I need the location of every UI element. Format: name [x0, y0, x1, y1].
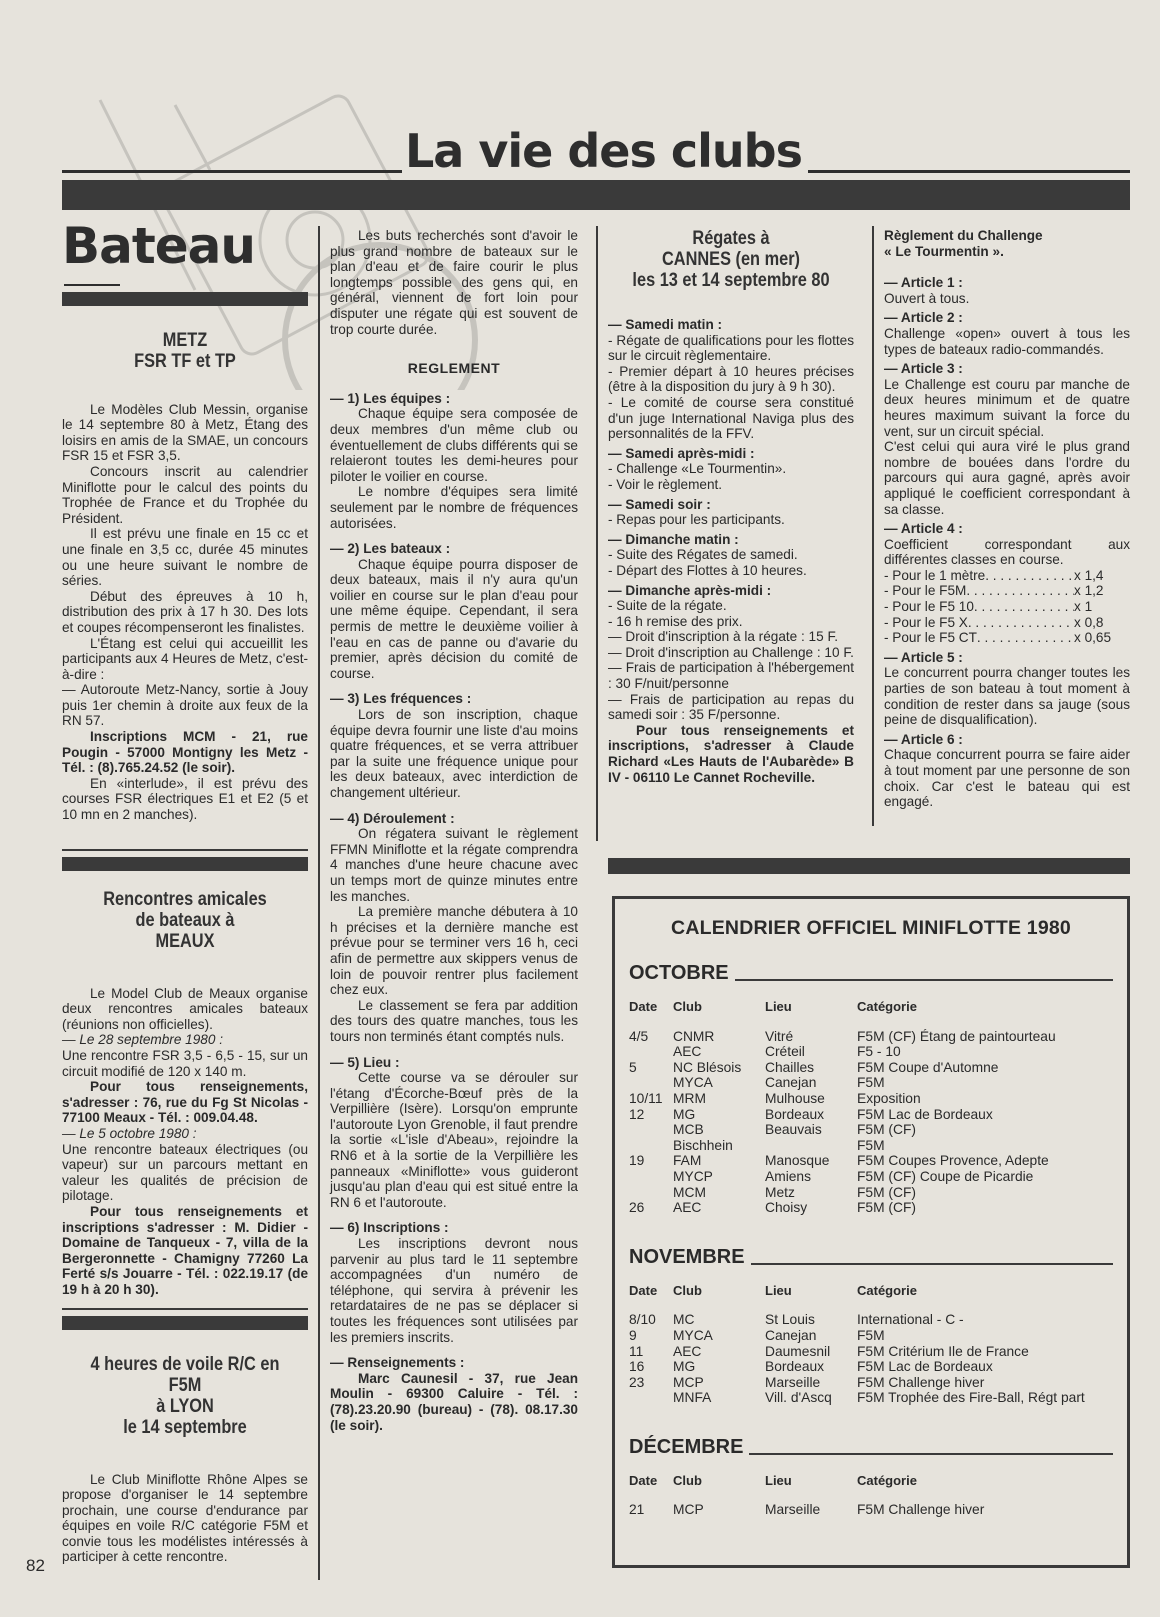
calendar-months	[629, 962, 1113, 1518]
calendar-cell: MYCP	[673, 1168, 713, 1184]
metz-headline	[79, 330, 291, 372]
meaux-intro: Le Model Club de Meaux organise deux rencontres amicales bateaux (réunions non officielles).	[62, 985, 308, 1032]
coefficient-value: x 1	[1074, 599, 1093, 615]
calendar-cell: F5M	[857, 1327, 885, 1343]
coefficient-row	[884, 568, 1130, 584]
cannes-contact: Pour tous renseignements et inscriptions, s'adresser à Claude Richard «Les Hauts de l'Aubarède» B IV - 06110 Le Cannet Rocheville.	[608, 722, 854, 785]
meaux-headline-line-3: MEAUX	[155, 930, 215, 952]
metz-paragraph: L'Étang est celui qui accueillit les participants aux 4 Heures de Metz, c'est-à-dire :	[62, 635, 308, 682]
cannes-headline-line-1: Régates à	[692, 228, 770, 249]
calendar-cell: 23	[629, 1374, 645, 1390]
calendar-cell: Daumesnil	[765, 1343, 831, 1359]
schedule-title: — Samedi matin :	[608, 317, 854, 333]
article-title: — Article 3 :	[884, 361, 1130, 377]
calendar-row	[629, 1344, 1113, 1360]
calendar-cell: MCP	[673, 1374, 704, 1390]
calendar-cell: F5M (CF)	[857, 1200, 917, 1216]
calendar-box	[612, 896, 1130, 1568]
coefficient-leader	[966, 583, 1074, 599]
calendar-cell: F5M Trophée des Fire-Ball, Régt part	[857, 1390, 1085, 1406]
cannes-headline-line-3: les 13 et 14 septembre 80	[632, 270, 830, 291]
calendar-cell: 12	[629, 1106, 645, 1122]
calendar-cell: NC Blésois	[673, 1059, 742, 1075]
calendar-month-heading	[629, 1246, 1113, 1269]
coefficient-label: - Pour le F5 X	[884, 614, 968, 630]
meaux-date-1: — Le 28 septembre 1980 :	[62, 1032, 308, 1048]
bateau-bar	[62, 292, 308, 306]
reglement-item-paragraph: Les inscriptions devront nous parvenir au plus tard le 11 septembre accompagnées d'un numéro de téléphone, qui servira à prévenir les retardataires de ne pas se déplacer si toutes les fréquences sont utilisées par les premiers inscrits.	[330, 1236, 578, 1345]
calendar-top-bar	[608, 858, 1130, 874]
calendar-row	[629, 1122, 1113, 1138]
column-divider	[596, 226, 598, 841]
calendar-cell: AEC	[673, 1044, 702, 1060]
calendar-title: CALENDRIER OFFICIEL MINIFLOTTE 1980	[671, 917, 1071, 939]
calendar-row	[629, 1107, 1113, 1123]
reglement-item-paragraph: On régatera suivant le règlement FFMN Miniflotte et la régate comprendra 4 manches d'une heure chacune avec un temps mort de quinze minutes entre les manches.	[330, 826, 578, 904]
coefficient-row	[884, 583, 1130, 599]
metz-paragraph: Début des épreuves à 10 h, distribution des prix à 17 h 30. Des lots et coupes récompenseront les finalistes.	[62, 588, 308, 635]
metz-inscriptions: Inscriptions MCM - 21, rue Pougin - 57000 Montigny les Metz - Tél. : (8).765.24.52 (le soir).	[62, 729, 308, 776]
calendar-row	[629, 1502, 1113, 1518]
calendar-cell: Mulhouse	[765, 1090, 825, 1106]
calendar-column-header: Date	[629, 999, 658, 1014]
calendar-cell: Chailles	[765, 1059, 815, 1075]
calendar-cell: Marseille	[765, 1374, 821, 1390]
article-title: — Article 5 :	[884, 650, 1130, 666]
cannes-headline	[625, 228, 837, 291]
coefficient-value: x 1,2	[1074, 583, 1104, 599]
calendar-cell: MCP	[673, 1502, 704, 1518]
calendar-column-header: Club	[673, 1282, 702, 1298]
calendar-header-row	[629, 1283, 1113, 1299]
reglement-item-paragraph: Le classement se fera par addition des tours des quatre manches, tous les tours non terminés étant comptés nuls.	[330, 997, 578, 1044]
calendar-cell: AEC	[673, 1200, 702, 1216]
spacer	[330, 801, 578, 807]
calendar-column-header: Club	[673, 999, 702, 1014]
calendar-row	[629, 1328, 1113, 1344]
calendar-cell: MCB	[673, 1122, 704, 1138]
schedule-title: — Samedi après-midi :	[608, 446, 854, 462]
calendar-cell: F5M Lac de Bordeaux	[857, 1106, 993, 1122]
calendar-cell: MYCA	[673, 1075, 713, 1091]
schedule-line: - Le comité de course sera constitué d'un juge International Naviga plus des personnalités de la FFV.	[608, 394, 854, 442]
calendar-column-header: Lieu	[765, 999, 792, 1014]
calendar-column-header: Date	[629, 1472, 658, 1488]
calendar-cell: Choisy	[765, 1200, 808, 1216]
calendar-column-header: Club	[673, 1472, 702, 1488]
article-text: Le concurrent pourra changer toutes les parties de son bateau à tout moment à condition de rester dans sa jauge (sous peine de disqualification).	[884, 665, 1130, 728]
spacer	[330, 1210, 578, 1216]
calendar-column-header: Date	[629, 1282, 658, 1298]
coefficient-label: - Pour le F5 10	[884, 599, 974, 615]
metz-paragraph: Concours inscrit au calendrier Miniflotte pour le calcul des points du Trophée de France et du Trophée du Président.	[62, 463, 308, 526]
calendar-row	[629, 1060, 1113, 1076]
renseignements-title: — Renseignements :	[330, 1355, 578, 1371]
calendar-month-section	[629, 1246, 1113, 1406]
calendar-cell: MG	[673, 1106, 696, 1122]
reglement-title: REGLEMENT	[407, 360, 501, 377]
page-number: 82	[26, 1556, 45, 1575]
calendar-month-name: OCTOBRE	[629, 962, 729, 984]
challenge-articles	[884, 275, 1130, 810]
meaux-bar	[62, 857, 308, 871]
meaux-contact-2: Pour tous renseignements et inscriptions s'adresser : M. Didier - Domaine de Tanqueux - 7, villa de la Bergeronnette - Chamigny 77260 La Ferté s/s Jouarre - Tél. : 022.19.17 (de 19 h à 20 h 30).	[62, 1203, 308, 1297]
bateau-title-rule	[64, 284, 120, 286]
column-divider	[318, 226, 320, 1580]
calendar-month-rule	[751, 1263, 1113, 1265]
lyon-bar	[62, 1316, 308, 1330]
meaux-headline-line-2: de bateaux à	[135, 909, 235, 931]
column-1	[62, 218, 308, 1565]
schedule-line: - Repas pour les participants.	[608, 512, 785, 528]
article-text: Coefficient correspondant aux différentes classes en course.	[884, 536, 1130, 568]
challenge-title-line-2: « Le Tourmentin ».	[884, 243, 1004, 259]
article-title: — Article 1 :	[884, 275, 1130, 291]
calendar-row	[629, 1091, 1113, 1107]
calendar-cell: Manosque	[765, 1153, 830, 1169]
calendar-row	[629, 1390, 1113, 1406]
coefficient-leader	[977, 630, 1074, 646]
meaux-headline-line-1: Rencontres amicales	[103, 888, 267, 910]
calendar-cell: F5M Coupe d'Automne	[857, 1059, 999, 1075]
calendar-row	[629, 1138, 1113, 1154]
reglement-item-title: — 1) Les équipes :	[330, 391, 578, 407]
cannes-fee: — Droit d'inscription à la régate : 15 F.	[608, 629, 854, 645]
calendar-cell	[629, 1390, 673, 1406]
coefficient-row	[884, 615, 1130, 631]
coefficient-value: x 0,8	[1074, 614, 1104, 630]
calendar-header-row	[629, 999, 1113, 1015]
challenge-title-line-1: Règlement du Challenge	[884, 228, 1043, 243]
article-title: — Article 2 :	[884, 310, 1130, 326]
calendar-header-row	[629, 1473, 1113, 1489]
schedule-line: - Suite des Régates de samedi.	[608, 547, 798, 563]
calendar-cell: International - C -	[857, 1312, 964, 1328]
calendar-cell: MNFA	[673, 1390, 712, 1406]
meaux-headline	[79, 889, 291, 952]
article-text: Le Challenge est couru par manche de deux heures minimum et de quatre heures maximum suivant la force du vent, sur un circuit spécial.	[884, 376, 1130, 439]
cannes-fee: — Droit d'inscription au Challenge : 10 F.	[608, 645, 854, 661]
column-2	[330, 228, 578, 1433]
schedule-line: - Voir le règlement.	[608, 476, 723, 492]
calendar-cell	[765, 1138, 857, 1154]
cannes-schedule	[608, 317, 854, 629]
schedule-line: - 16 h remise des prix.	[608, 613, 743, 629]
calendar-cell	[629, 1122, 673, 1138]
meaux-event-2: Une rencontre bateaux électriques (ou vapeur) sur un parcours mettant en valeur les qualités de précision de pilotage.	[62, 1141, 308, 1204]
reglement-item-paragraph: Le nombre d'équipes sera limité seulement par le nombre de fréquences autorisées.	[330, 484, 578, 531]
calendar-row	[629, 1375, 1113, 1391]
challenge-title	[884, 228, 1130, 259]
calendar-cell: FAM	[673, 1153, 702, 1169]
calendar-column-header: Catégorie	[857, 999, 917, 1014]
spacer	[330, 1045, 578, 1051]
article-title: — Article 6 :	[884, 732, 1130, 748]
calendar-column-header: Catégorie	[857, 1472, 917, 1488]
calendar-cell: F5M Challenge hiver	[857, 1502, 985, 1518]
column-4	[884, 228, 1130, 810]
lyon-headline-line-1: 4 heures de voile R/C en F5M	[90, 1353, 280, 1396]
calendar-cell: Créteil	[765, 1044, 805, 1060]
page-title: La vie des clubs	[405, 124, 802, 178]
calendar-cell: 16	[629, 1359, 645, 1375]
column-divider	[872, 226, 874, 826]
reglement-item-paragraph: Lors de son inscription, chaque équipe devra fournir une liste d'au moins quatre fréquences, et se verra attribuer par la suite une fréquence unique pour les deux bateaux, avec interdiction de changement ultérieur.	[330, 707, 578, 800]
calendar-row	[629, 1359, 1113, 1375]
meaux-date-2: — Le 5 octobre 1980 :	[62, 1126, 308, 1142]
coefficient-leader	[985, 568, 1074, 584]
lyon-goals: Les buts recherchés sont d'avoir le plus grand nombre de bateaux sur le plan d'eau et de faire courir le plus longtemps possible des gens qui, en général, viennent de fort loin pour disputer une régate qui est souvent de trop courte durée.	[330, 228, 578, 337]
header-rule-right	[808, 170, 1130, 173]
calendar-cell: MCM	[673, 1184, 706, 1200]
calendar-row	[629, 1185, 1113, 1201]
schedule-line: - Suite de la régate.	[608, 598, 727, 614]
lyon-intro: Le Club Miniflotte Rhône Alpes se propose d'organiser le 14 septembre prochain, une course d'endurance par équipes en voile R/C catégorie F5M et convie tous les modélistes intéressés à participer à cette rencontre.	[62, 1471, 308, 1565]
article-title: — Article 4 :	[884, 521, 1130, 537]
cannes-fee: — Frais de participation à l'hébergement : 30 F/nuit/personne	[608, 660, 854, 691]
metz-interlude: En «interlude», il est prévu des courses FSR électriques E1 et E2 (5 et 10 mn en 2 manches).	[62, 775, 308, 823]
calendar-month-name: NOVEMBRE	[629, 1245, 745, 1268]
calendar-cell: Canejan	[765, 1327, 817, 1343]
calendar-cell: AEC	[673, 1343, 702, 1359]
calendar-cell: Bischhein	[673, 1137, 733, 1153]
reglement-item-paragraph: Chaque équipe sera composée de deux membres d'un même club ou éventuellement de clubs différents qui se relaieront toutes les demi-heures pour piloter le voilier en course.	[330, 406, 578, 484]
schedule-title: — Samedi soir :	[608, 497, 854, 513]
reglement-item-paragraph: Cette course va se dérouler sur l'étang d'Écorche-Bœuf près de la Verpillière (Isère). Lorsqu'on emprunte l'autoroute Lyon Grenoble, il faut prendre la sortie «L'isle d'Abeau», rejoindre la RN6 et à la sortie de la Verpillière les panneaux «Miniflotte» vous guideront jusqu'au plan d'eau qui est situé entre la RN 6 et l'autoroute.	[330, 1070, 578, 1210]
schedule-title: — Dimanche après-midi :	[608, 583, 854, 599]
cannes-fee: — Frais de participation au repas du samedi soir : 35 F/personne.	[608, 692, 854, 723]
reglement-item-title: — 5) Lieu :	[330, 1055, 578, 1071]
coefficient-label: - Pour le F5 CT	[884, 630, 977, 646]
lyon-headline	[79, 1354, 291, 1438]
schedule-line: - Départ des Flottes à 10 heures.	[608, 562, 807, 578]
calendar-cell: MG	[673, 1359, 696, 1375]
coefficient-label: - Pour le F5M	[884, 583, 967, 599]
coefficient-label: - Pour le 1 mètre	[884, 567, 986, 583]
calendar-cell: 11	[629, 1343, 644, 1359]
calendar-cell: Marseille	[765, 1502, 821, 1518]
calendar-cell: Exposition	[857, 1090, 921, 1106]
calendar-cell: F5M	[857, 1075, 885, 1091]
calendar-month-section	[629, 1436, 1113, 1518]
calendar-cell: Bordeaux	[765, 1359, 825, 1375]
coefficient-value: x 1,4	[1074, 567, 1104, 583]
calendar-cell: 8/10	[629, 1312, 656, 1328]
calendar-cell: F5M (CF) Étang de paintourteau	[857, 1028, 1056, 1044]
spacer	[330, 531, 578, 537]
calendar-row	[629, 1044, 1113, 1060]
calendar-cell: Vill. d'Ascq	[765, 1390, 832, 1406]
calendar-cell: Bordeaux	[765, 1106, 825, 1122]
spacer	[330, 681, 578, 687]
calendar-cell: F5M (CF)	[857, 1184, 917, 1200]
calendar-cell: 21	[629, 1502, 645, 1518]
calendar-cell: Amiens	[765, 1168, 812, 1184]
reglement-item-paragraph: Chaque équipe pourra disposer de deux bateaux, mais il n'y aura qu'un voilier en course sur le plan d'eau pour une même équipe. Cependant, il sera permis de mettre le deuxième voilier à l'eau en cas de panne ou d'avarie du premier, après décision du comité de course.	[330, 556, 578, 681]
lyon-headline-line-3: le 14 septembre	[123, 1416, 247, 1438]
spacer	[330, 1345, 578, 1351]
calendar-cell: 10/11	[629, 1090, 663, 1106]
reglement-item-title: — 3) Les fréquences :	[330, 691, 578, 707]
calendar-cell: Metz	[765, 1184, 795, 1200]
calendar-row	[629, 1029, 1113, 1045]
coefficient-leader	[974, 599, 1074, 615]
calendar-cell	[629, 1075, 673, 1091]
article-text: C'est celui qui aura viré le plus grand nombre de bouées dans l'ordre du parcours qui aura gagné, après avoir appliqué le coefficient correspondant à sa classe.	[884, 439, 1130, 517]
calendar-cell	[629, 1169, 673, 1185]
calendar-month-heading	[629, 962, 1113, 985]
metz-headline-line-1: METZ	[162, 329, 208, 351]
calendar-cell: F5M Coupes Provence, Adepte	[857, 1153, 1049, 1169]
renseignements-text: Marc Caunesil - 37, rue Jean Moulin - 69300 Caluire - Tél. : (78).23.20.90 (bureau) - (78). 08.17.30 (le soir).	[330, 1370, 578, 1433]
calendar-month-section	[629, 962, 1113, 1216]
calendar-cell: CNMR	[673, 1028, 715, 1044]
calendar-row	[629, 1169, 1113, 1185]
section-title-bateau: Bateau	[62, 217, 255, 275]
calendar-cell: St Louis	[765, 1312, 815, 1328]
reglement-item-title: — 4) Déroulement :	[330, 811, 578, 827]
metz-paragraph: Il est prévu une finale en 15 cc et une finale en 3,5 cc, durée 45 minutes ou une heure suivant le nombre de séries.	[62, 526, 308, 589]
calendar-row	[629, 1075, 1113, 1091]
calendar-cell: Vitré	[765, 1028, 794, 1044]
calendar-cell: 4/5	[629, 1028, 649, 1044]
schedule-line: - Régate de qualifications pour les flottes sur le circuit règlementaire.	[608, 332, 854, 364]
header-bar	[62, 180, 1130, 210]
calendar-row	[629, 1312, 1113, 1328]
calendar-cell: F5M Challenge hiver	[857, 1374, 985, 1390]
calendar-cell: F5M Lac de Bordeaux	[857, 1359, 993, 1375]
calendar-cell: MC	[673, 1312, 695, 1328]
calendar-cell: 5	[629, 1059, 637, 1075]
column-3	[608, 228, 854, 785]
calendar-cell: F5M (CF) Coupe de Picardie	[857, 1168, 1034, 1184]
calendar-cell	[629, 1044, 673, 1060]
calendar-cell: MYCA	[673, 1327, 713, 1343]
calendar-month-rule	[749, 1453, 1113, 1455]
calendar-row	[629, 1153, 1113, 1169]
coefficient-row	[884, 599, 1130, 615]
metz-paragraph: Le Modèles Club Messin, organise le 14 septembre 80 à Metz, Étang des loisirs en amis de la SMAE, un concours FSR 15 et FSR 3,5.	[62, 401, 308, 464]
calendar-cell: 26	[629, 1200, 645, 1216]
coefficient-leader	[968, 615, 1074, 631]
calendar-month-rule	[735, 979, 1113, 981]
coefficient-row	[884, 630, 1130, 646]
coefficient-value: x 0,65	[1074, 630, 1112, 646]
calendar-cell: F5M Critérium Ile de France	[857, 1343, 1029, 1359]
schedule-line: - Challenge «Le Tourmentin».	[608, 461, 787, 477]
metz-directions: — Autoroute Metz-Nancy, sortie à Jouy puis 1er chemin à droite aux feux de la RN 57.	[62, 682, 308, 729]
calendar-cell	[629, 1185, 673, 1201]
article-text: Challenge «open» ouvert à tous les types de bateaux radio-commandés.	[884, 325, 1130, 357]
calendar-cell	[629, 1138, 673, 1154]
reglement-item-paragraph: La première manche débutera à 10 h précises et la dernière manche est prévue pour se terminer vers 16 h, ceci afin de permettre aux skippers venus de loin de pouvoir rentrer plus facilement chez eux.	[330, 904, 578, 998]
article-text: Ouvert à tous.	[884, 290, 970, 306]
reglement-item-title: — 6) Inscriptions :	[330, 1220, 578, 1236]
calendar-month-name: DÉCEMBRE	[629, 1435, 744, 1458]
metz-headline-line-2: FSR TF et TP	[134, 350, 236, 372]
meaux-rule	[62, 849, 308, 851]
calendar-cell: MRM	[673, 1090, 706, 1106]
calendar-column-header: Catégorie	[857, 1282, 917, 1298]
cannes-headline-line-2: CANNES (en mer)	[661, 249, 801, 270]
meaux-contact-1: Pour tous renseignements, s'adresser : 76, rue du Fg St Nicolas - 77100 Meaux - Tél. : 009.04.48.	[62, 1079, 308, 1126]
calendar-cell: Canejan	[765, 1075, 817, 1091]
calendar-cell: F5M (CF)	[857, 1122, 917, 1138]
meaux-event-1: Une rencontre FSR 3,5 - 6,5 - 15, sur un circuit modifié de 120 x 140 m.	[62, 1048, 308, 1079]
calendar-column-header: Lieu	[765, 1282, 792, 1298]
lyon-headline-line-2: à LYON	[156, 1395, 214, 1417]
reglement-items	[330, 391, 578, 1351]
schedule-line: - Premier départ à 10 heures précises (être à la disposition du jury à 9 h 30).	[608, 363, 854, 395]
schedule-title: — Dimanche matin :	[608, 532, 854, 548]
header-rule-left	[62, 170, 402, 173]
calendar-cell: 19	[629, 1153, 645, 1169]
calendar-month-heading	[629, 1436, 1113, 1459]
article-text: Chaque concurrent pourra se faire aider à tout moment par une personne de son choix. Car c'est le bateau qui est engagé.	[884, 747, 1130, 810]
calendar-cell: Beauvais	[765, 1122, 822, 1138]
calendar-cell: F5M	[857, 1137, 885, 1153]
reglement-item-title: — 2) Les bateaux :	[330, 541, 578, 557]
calendar-cell: F5 - 10	[857, 1044, 901, 1060]
lyon-rule	[62, 1308, 308, 1310]
calendar-cell: 9	[629, 1327, 637, 1343]
calendar-row	[629, 1200, 1113, 1216]
calendar-column-header: Lieu	[765, 1472, 792, 1488]
